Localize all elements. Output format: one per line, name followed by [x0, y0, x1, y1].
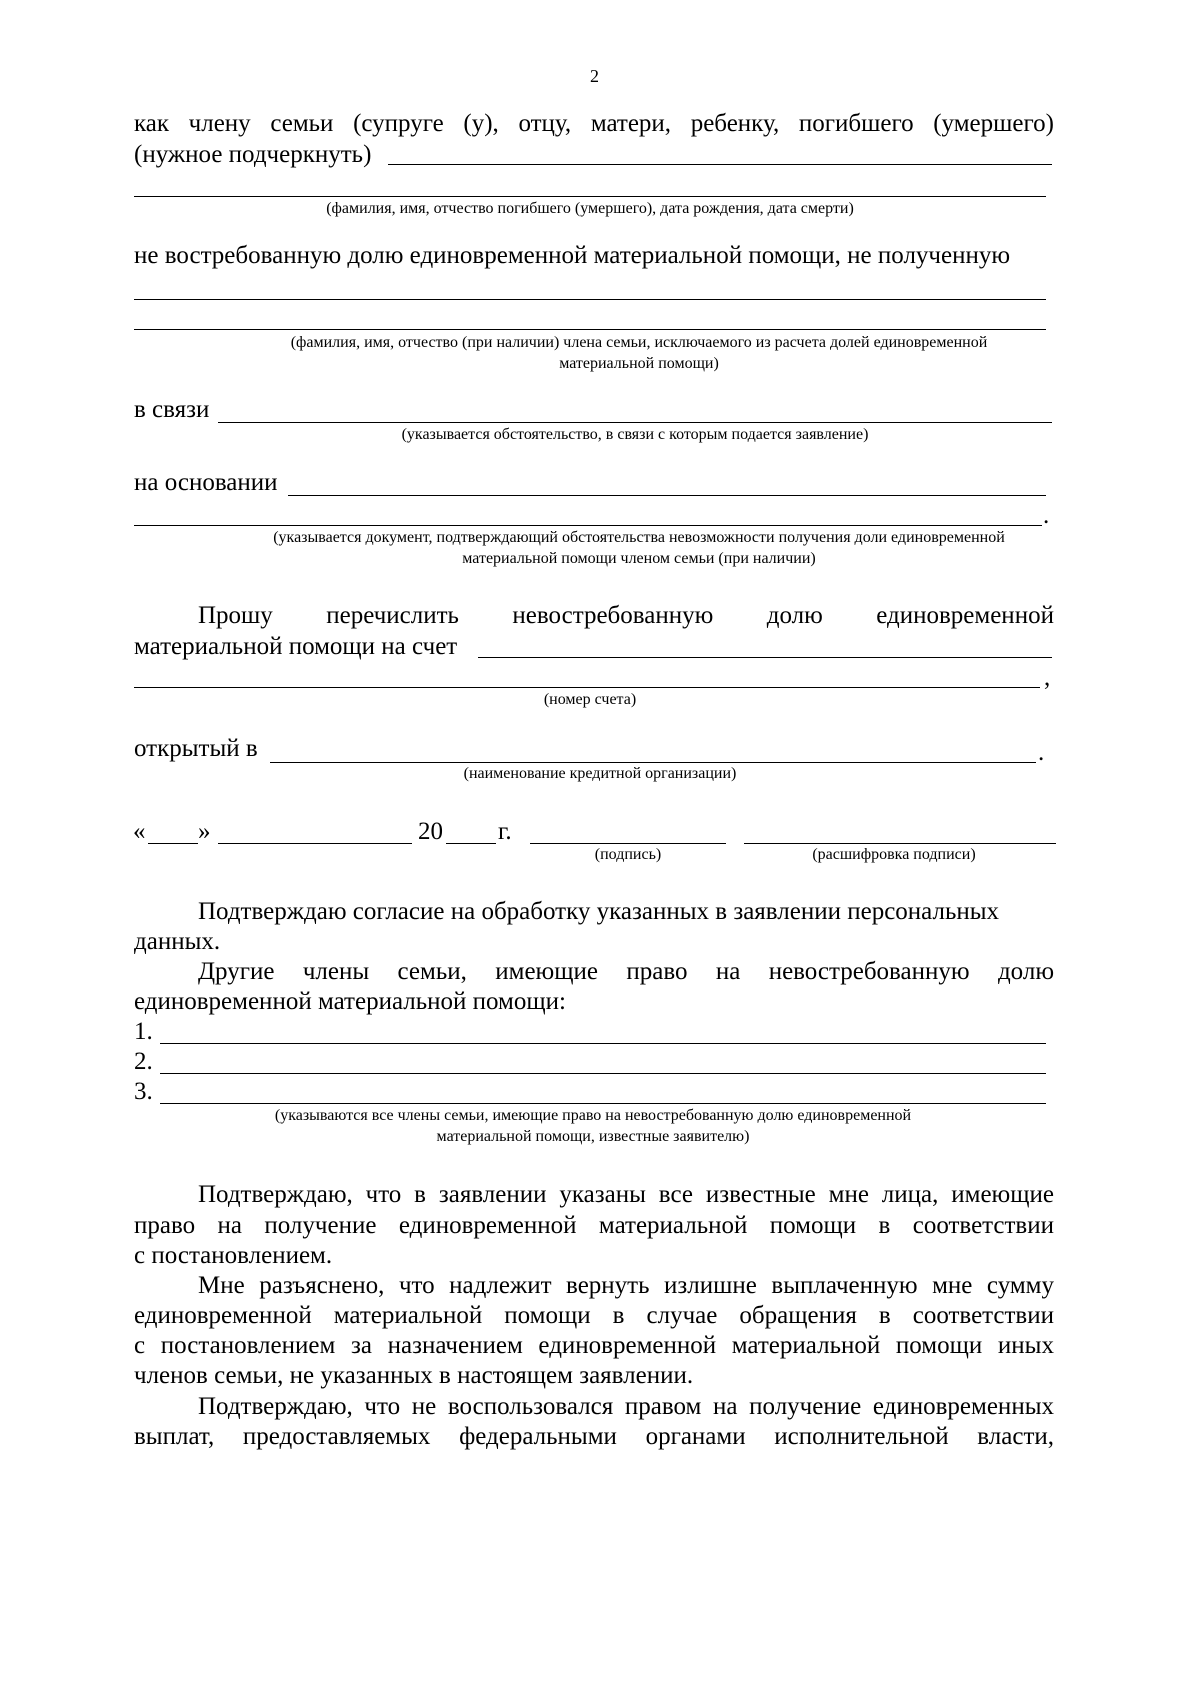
word: право — [134, 1212, 196, 1239]
line-family-member — [134, 108, 1054, 140]
word: разъяснено, — [259, 1272, 385, 1299]
word: не — [411, 1393, 437, 1420]
deceased-field-line-2[interactable] — [134, 196, 1046, 197]
word: выплат, — [134, 1423, 215, 1450]
word: единовременной — [876, 602, 1054, 629]
caption-excluded-1: (фамилия, имя, отчество (при наличии) члена семьи, исключаемого из расчета долей единовременной — [290, 334, 988, 351]
label-on-basis: на основании — [134, 469, 278, 496]
word: долю — [766, 602, 823, 629]
word: в — [414, 1181, 426, 1208]
word: на — [713, 1393, 738, 1420]
line-explained-4: членов семьи, не указанных в настоящем заявлении. — [134, 1362, 694, 1389]
caption-excluded-2: материальной помощи) — [559, 355, 719, 372]
line-request-2: материальной помощи на счет — [134, 633, 458, 660]
word: выплаченную — [771, 1272, 918, 1299]
word: органами — [645, 1423, 746, 1450]
caption-document-1: (указывается документ, подтверждающий обстоятельства невозможности получения доли единовременной — [273, 529, 1005, 546]
date-close-quote: » — [198, 818, 211, 845]
caption-members-2: материальной помощи, известные заявителю) — [436, 1128, 750, 1145]
word: власти, — [977, 1423, 1054, 1450]
deceased-field-line-1[interactable] — [388, 164, 1052, 165]
word: семьи — [270, 110, 334, 137]
word: с — [134, 1332, 146, 1359]
word: что — [398, 1272, 435, 1299]
date-open-quote: « — [133, 818, 146, 845]
line-confirm-all-3: с постановлением. — [134, 1242, 333, 1269]
word: помощи — [895, 1332, 983, 1359]
word: воспользовался — [447, 1393, 614, 1420]
line-confirm-all-2 — [134, 1210, 1054, 1242]
page-number: 2 — [590, 66, 599, 86]
excluded-member-line-2[interactable] — [134, 329, 1046, 330]
word: в — [612, 1302, 625, 1329]
line-consent-1: Подтверждаю согласие на обработку указанных в заявлении персональных — [198, 898, 1000, 925]
line-request — [198, 600, 1054, 632]
line-confirm-all-1 — [198, 1179, 1054, 1211]
word: Подтверждаю, — [198, 1393, 353, 1420]
word: отцу, — [518, 110, 572, 137]
word: помощи — [769, 1212, 857, 1239]
year-field-line[interactable] — [446, 843, 496, 844]
word: заявлении — [438, 1181, 547, 1208]
member-field-line-3[interactable] — [160, 1103, 1046, 1104]
word: излишне — [664, 1272, 757, 1299]
word: постановлением — [160, 1332, 336, 1359]
line-consent-2: данных. — [134, 928, 221, 955]
word: правом — [624, 1393, 702, 1420]
word: материальной — [333, 1302, 483, 1329]
list-number-1: 1. — [134, 1018, 153, 1045]
word: что — [364, 1393, 401, 1420]
document-field-line-2[interactable] — [134, 525, 1042, 526]
line-unclaimed-share: не востребованную долю единовременной материальной помощи, не полученную — [134, 242, 1011, 269]
line-not-used-2 — [134, 1421, 1054, 1453]
word: получение — [264, 1212, 377, 1239]
member-field-line-2[interactable] — [160, 1073, 1046, 1074]
word: известные — [705, 1181, 816, 1208]
word: соответствии — [912, 1302, 1054, 1329]
account-field-line-2[interactable] — [134, 687, 1040, 688]
account-field-line-1[interactable] — [478, 657, 1052, 658]
word: иных — [997, 1332, 1054, 1359]
month-field-line[interactable] — [218, 843, 412, 844]
word: в — [878, 1212, 891, 1239]
word: право — [626, 958, 688, 985]
line-not-used-1 — [198, 1391, 1054, 1423]
word: имеющие — [495, 958, 598, 985]
word: невостребованную — [512, 602, 714, 629]
caption-circumstance: (указывается обстоятельство, в связи с которым подается заявление) — [401, 426, 869, 443]
caption-members-1: (указываются все члены семьи, имеющие право на невостребованную долю единовременной — [274, 1107, 912, 1124]
word: матери, — [590, 110, 672, 137]
period-mark: . — [1043, 502, 1050, 529]
word: имеющие — [951, 1181, 1054, 1208]
caption-bank: (наименование кредитной организации) — [463, 765, 737, 782]
word: члену — [188, 110, 251, 137]
word: материальной — [731, 1332, 881, 1359]
comma-mark: , — [1044, 664, 1051, 691]
line-explained-2 — [134, 1300, 1054, 1332]
caption-account: (номер счета) — [543, 691, 637, 708]
word: невостребованную — [768, 958, 970, 985]
word: единовременных — [872, 1393, 1054, 1420]
list-number-2: 2. — [134, 1048, 153, 1075]
line-other-members-2: единовременной материальной помощи: — [134, 988, 566, 1015]
word: на — [715, 958, 741, 985]
word: Другие — [198, 958, 275, 985]
word: сумму — [986, 1272, 1054, 1299]
word: (у), — [463, 110, 499, 137]
line-underline-hint: (нужное подчеркнуть) — [134, 141, 372, 168]
day-field-line[interactable] — [148, 843, 198, 844]
year-suffix: г. — [498, 818, 512, 845]
word: перечислить — [326, 602, 459, 629]
word: единовременной — [398, 1212, 577, 1239]
word: как — [134, 110, 170, 137]
word: за — [350, 1332, 372, 1359]
label-opened-in: открытый в — [134, 735, 258, 762]
document-field-line-1[interactable] — [288, 495, 1046, 496]
circumstance-field-line[interactable] — [218, 422, 1052, 423]
word: на — [217, 1212, 242, 1239]
word: назначением — [387, 1332, 523, 1359]
list-number-3: 3. — [134, 1078, 153, 1105]
year-prefix: 20 — [418, 818, 443, 845]
word: ребенку, — [690, 110, 780, 137]
word: семьи, — [397, 958, 467, 985]
word: указаны — [559, 1181, 646, 1208]
label-in-connection: в связи — [134, 396, 210, 423]
caption-signature-decoding: (расшифровка подписи) — [812, 846, 976, 863]
word: мне — [932, 1272, 973, 1299]
word: вернуть — [566, 1272, 650, 1299]
word: получение — [749, 1393, 862, 1420]
caption-deceased: (фамилия, имя, отчество погибшего (умершего), дата рождения, дата смерти) — [326, 200, 854, 217]
word: лица, — [881, 1181, 939, 1208]
word: что — [365, 1181, 402, 1208]
word: в — [878, 1302, 891, 1329]
caption-document-2: материальной помощи членом семьи (при наличии) — [462, 550, 816, 567]
line-explained-1 — [198, 1270, 1054, 1302]
line-explained-3 — [134, 1330, 1054, 1362]
word: надлежит — [449, 1272, 552, 1299]
word: помощи — [504, 1302, 591, 1329]
line-other-members — [198, 956, 1054, 988]
word: случае — [646, 1302, 718, 1329]
word: (супруге — [353, 110, 444, 137]
period-mark-2: . — [1038, 739, 1045, 766]
word: обращения — [739, 1302, 857, 1329]
word: предоставляемых — [242, 1423, 431, 1450]
word: материальной — [598, 1212, 748, 1239]
word: соответствии — [912, 1212, 1054, 1239]
word: (умершего) — [933, 110, 1054, 137]
word: исполнительной — [774, 1423, 949, 1450]
member-field-line-1[interactable] — [160, 1043, 1046, 1044]
word: все — [658, 1181, 693, 1208]
word: единовременной — [538, 1332, 717, 1359]
excluded-member-line-1[interactable] — [134, 299, 1046, 300]
word: Прошу — [198, 602, 273, 629]
word: Мне — [198, 1272, 245, 1299]
word: мне — [828, 1181, 869, 1208]
word: члены — [302, 958, 370, 985]
word: погибшего — [798, 110, 914, 137]
caption-signature: (подпись) — [594, 846, 662, 863]
word: долю — [997, 958, 1054, 985]
word: Подтверждаю, — [198, 1181, 353, 1208]
word: единовременной — [134, 1302, 312, 1329]
word: федеральными — [459, 1423, 617, 1450]
